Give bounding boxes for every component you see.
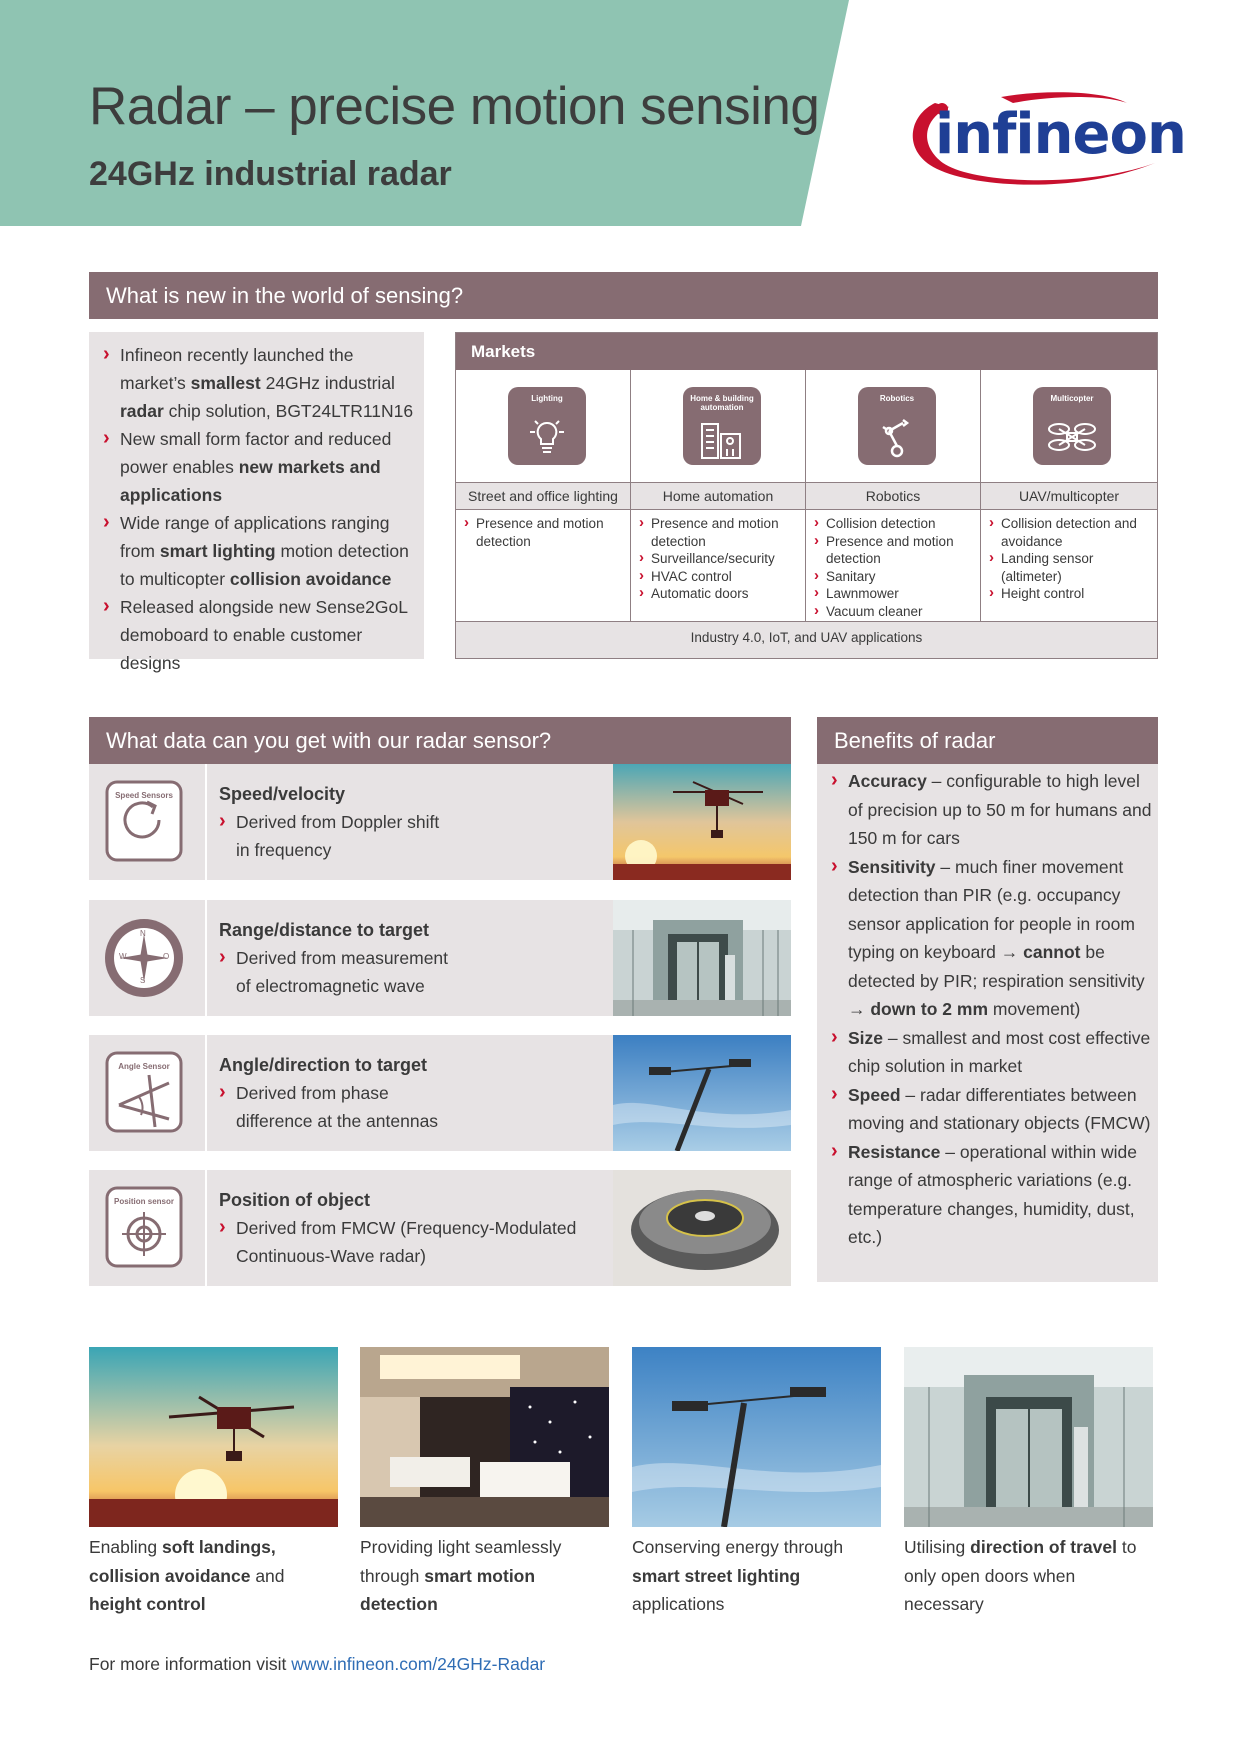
application-card <box>360 1347 609 1619</box>
application-card <box>632 1347 881 1619</box>
markets-table <box>455 332 1158 659</box>
market-column-lighting <box>456 370 631 623</box>
robot-vacuum-photo <box>613 1170 791 1286</box>
section-heading: What is new in the world of sensing? <box>106 282 464 308</box>
market-name: UAV/multicopter <box>981 482 1157 510</box>
market-name: Street and office lighting <box>456 482 630 510</box>
data-row-angle <box>89 1035 791 1151</box>
icon-caption: Position sensor <box>113 1197 174 1206</box>
data-detail: › Derived from Doppler shift in frequency <box>219 808 619 864</box>
section-header-data <box>89 717 791 764</box>
drone-landing-photo <box>89 1347 338 1527</box>
market-item: › Presence and motion detection <box>814 533 976 568</box>
speed-sensor-icon <box>89 764 207 880</box>
market-item: › Sanitary <box>814 568 976 586</box>
markets-heading: Markets <box>456 333 1157 370</box>
footer-prefix: For more information visit <box>89 1654 292 1674</box>
data-row-speed <box>89 764 791 880</box>
market-item: › Presence and motion detection <box>464 515 626 550</box>
intro-bullet: › Infineon recently launched the market’s smallest 24GHz industrial radar chip solution, BGT24LTR11N16 <box>103 341 415 425</box>
market-items <box>464 515 626 550</box>
data-title: Angle/direction to target <box>219 1055 428 1075</box>
section-heading: Benefits of radar <box>834 727 996 753</box>
application-card <box>904 1347 1153 1619</box>
market-item: › Vacuum cleaner <box>814 603 976 621</box>
elevator-photo <box>613 900 791 1016</box>
footer-info <box>89 1654 545 1675</box>
market-name: Robotics <box>806 482 980 510</box>
compass-letter-n: N <box>140 929 146 938</box>
data-row-position <box>89 1170 791 1286</box>
benefits-panel <box>817 764 1158 1282</box>
compass-letter-o: O <box>163 952 170 961</box>
section-heading: What data can you get with our radar sensor? <box>106 727 552 753</box>
market-item: › Automatic doors <box>639 585 801 603</box>
icon-caption: Speed Sensors <box>115 791 173 800</box>
street-lamp-photo <box>632 1347 881 1527</box>
market-column-robotics <box>806 370 981 623</box>
benefit-item: › Size – smallest and most cost effective chip solution in market <box>831 1024 1153 1081</box>
logo-wordmark: infineon <box>935 102 1186 167</box>
market-items <box>639 515 801 603</box>
application-caption: Providing light seamlessly through smart motion detection <box>360 1537 562 1614</box>
drone-sunset-photo <box>613 764 791 880</box>
angle-sensor-icon <box>89 1035 207 1151</box>
intro-panel <box>89 332 424 673</box>
intro-bullet: › New small form factor and reduced power enables new markets and applications <box>103 425 415 509</box>
intro-bullet: › Wide range of applications ranging from smart lighting motion detection to multicopter collision avoidance <box>103 509 415 593</box>
elevator-doors-photo <box>904 1347 1153 1527</box>
data-detail: › Derived from measurement of electromagnetic wave <box>219 944 619 1000</box>
market-column-uav <box>981 370 1157 623</box>
application-card <box>89 1347 338 1619</box>
data-title: Range/distance to target <box>219 920 430 940</box>
section-header-new <box>89 272 1158 319</box>
application-caption: Utilising direction of travel to only open doors when necessary <box>904 1537 1137 1614</box>
section-header-benefits <box>817 717 1158 764</box>
compass-letter-w: W <box>119 952 127 961</box>
building-icon: Home & building automation <box>683 387 761 465</box>
data-row-range <box>89 900 791 1016</box>
market-item: › HVAC control <box>639 568 801 586</box>
position-sensor-icon <box>89 1170 207 1286</box>
icon-caption: Angle Sensor <box>118 1062 170 1071</box>
benefit-item: › Sensitivity – much finer movement detection than PIR (e.g. occupancy sensor application for people in room typing on keyboard → cannot be detected by PIR; respiration sensitivity → down to 2 mm movement) <box>831 853 1153 1024</box>
compass-letter-s: S <box>140 976 146 985</box>
application-caption: Enabling soft landings, collision avoidance and height control <box>89 1537 285 1614</box>
market-items <box>989 515 1153 603</box>
intro-bullet: › Released alongside new Sense2GoL demoboard to enable customer designs <box>103 593 415 677</box>
page-title: Radar – precise motion sensing <box>89 77 820 136</box>
footer-link[interactable]: www.infineon.com/24GHz-Radar <box>291 1654 546 1674</box>
benefit-item: › Resistance – operational within wide range of atmospheric variations (e.g. temperature changes, humidity, dust, etc.) <box>831 1138 1153 1252</box>
market-item: › Presence and motion detection <box>639 515 801 550</box>
market-item: › Collision detection <box>814 515 976 533</box>
compass-icon <box>89 900 207 1016</box>
robot-arm-icon: Robotics <box>858 387 936 465</box>
market-column-home-automation <box>631 370 806 623</box>
markets-footer: Industry 4.0, IoT, and UAV applications <box>456 621 1157 658</box>
application-caption: Conserving energy through smart street lighting applications <box>632 1537 844 1614</box>
lightbulb-icon: Lighting <box>508 387 586 465</box>
market-item: › Height control <box>989 585 1153 603</box>
market-items <box>814 515 976 620</box>
market-name: Home automation <box>631 482 805 510</box>
page-subtitle: 24GHz industrial radar <box>89 155 452 193</box>
lobby-lighting-photo <box>360 1347 609 1527</box>
infineon-logo <box>905 85 1186 200</box>
drone-icon: Multicopter <box>1033 387 1111 465</box>
data-detail: › Derived from phase difference at the antennas <box>219 1079 619 1135</box>
data-detail: › Derived from FMCW (Frequency-Modulated Continuous-Wave radar) <box>219 1214 619 1270</box>
intro-bullets <box>103 341 415 677</box>
benefit-item: › Speed – radar differentiates between moving and stationary objects (FMCW) <box>831 1081 1153 1138</box>
market-item: › Lawnmower <box>814 585 976 603</box>
market-item: › Collision detection and avoidance <box>989 515 1153 550</box>
market-item: › Landing sensor (altimeter) <box>989 550 1153 585</box>
data-title: Position of object <box>219 1190 370 1210</box>
street-light-photo <box>613 1035 791 1151</box>
benefits-bullets <box>831 767 1153 1252</box>
benefit-item: › Accuracy – configurable to high level of precision up to 50 m for humans and 150 m for cars <box>831 767 1153 853</box>
market-item: › Surveillance/security <box>639 550 801 568</box>
data-title: Speed/velocity <box>219 784 346 804</box>
